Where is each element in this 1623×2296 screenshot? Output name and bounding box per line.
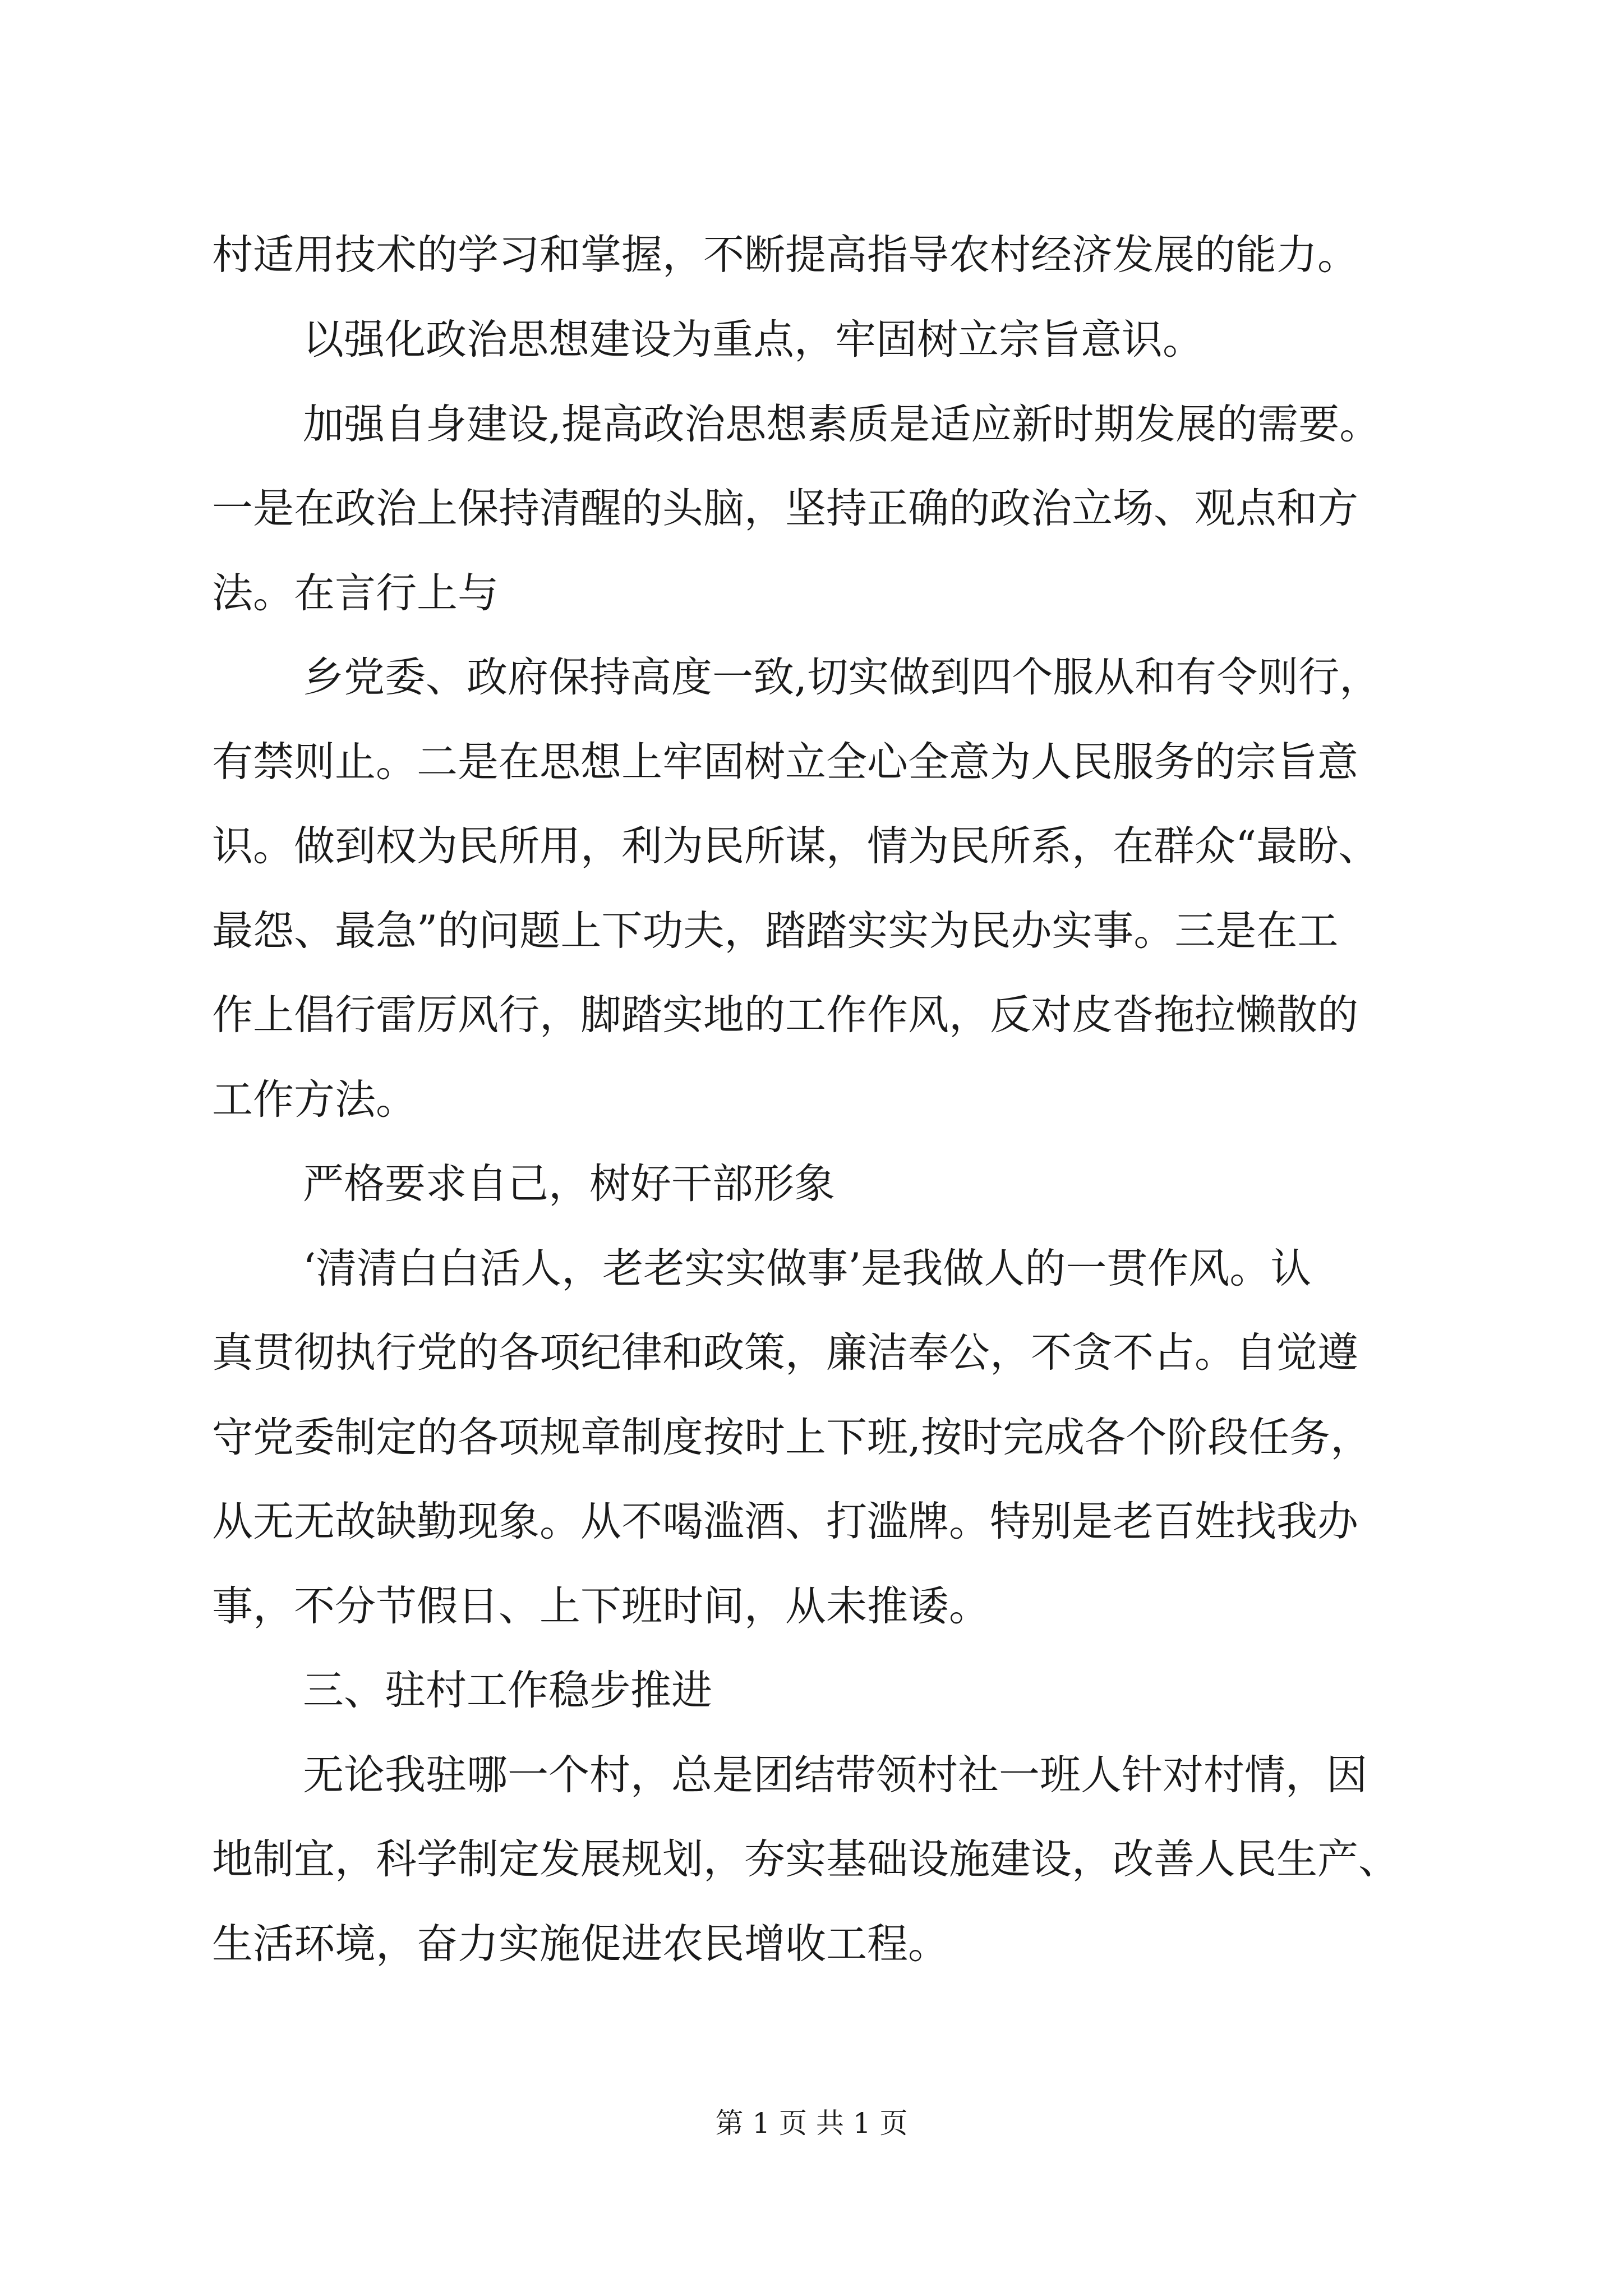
text-line: 生活环境，奋力实施促进农民增收工程。 [212, 1920, 949, 1968]
text-line: ‘清清白白活人，老老实实做事’是我做人的一贯作风。认 [303, 1245, 1312, 1292]
text-line: 一是在政治上保持清醒的头脑，坚持正确的政治立场、观点和方 [212, 485, 1358, 532]
text-line: 无论我驻哪一个村，总是团结带领村社一班人针对村情，因 [303, 1751, 1367, 1799]
text-line: 作上倡行雷厉风行，脚踏实地的工作作风，反对皮沓拖拉懒散的 [212, 991, 1358, 1039]
page-footer: 第 1 页 共 1 页 [715, 2107, 908, 2139]
text-line: 以强化政治思想建设为重点，牢固树立宗旨意识。 [303, 316, 1204, 364]
text-line: 严格要求自己，树好干部形象 [303, 1160, 835, 1208]
text-line: 法。在言行上与 [212, 569, 499, 617]
text-line: 有禁则止。二是在思想上牢固树立全心全意为人民服务的宗旨意 [212, 738, 1358, 786]
text-line: 事，不分节假日、上下班时间，从未推诿。 [212, 1582, 990, 1630]
text-line: 从无无故缺勤现象。从不喝滥酒、打滥牌。特别是老百姓找我办 [212, 1498, 1358, 1545]
text-line: 真贯彻执行党的各项纪律和政策，廉洁奉公，不贪不占。自觉遵 [212, 1329, 1358, 1377]
text-line: 村适用技术的学习和掌握，不断提高指导农村经济发展的能力。 [212, 231, 1358, 279]
text-line: 守党委制定的各项规章制度按时上下班,按时完成各个阶段任务， [212, 1414, 1372, 1461]
text-line: 加强自身建设,提高政治思想素质是适应新时期发展的需要。 [303, 401, 1381, 448]
text-line: 乡党委、政府保持高度一致,切实做到四个服从和有令则行， [303, 654, 1381, 701]
text-line: 地制宜，科学制定发展规划，夯实基础设施建设，改善人民生产、 [212, 1835, 1399, 1883]
text-line: 最怨、最急”的问题上下功夫，踏踏实实为民办实事。三是在工 [212, 907, 1339, 955]
text-line: 三、驻村工作稳步推进 [303, 1667, 712, 1714]
text-line: 识。做到权为民所用，利为民所谋，情为民所系，在群众“最盼、 [212, 822, 1380, 870]
text-line: 工作方法。 [212, 1076, 417, 1124]
